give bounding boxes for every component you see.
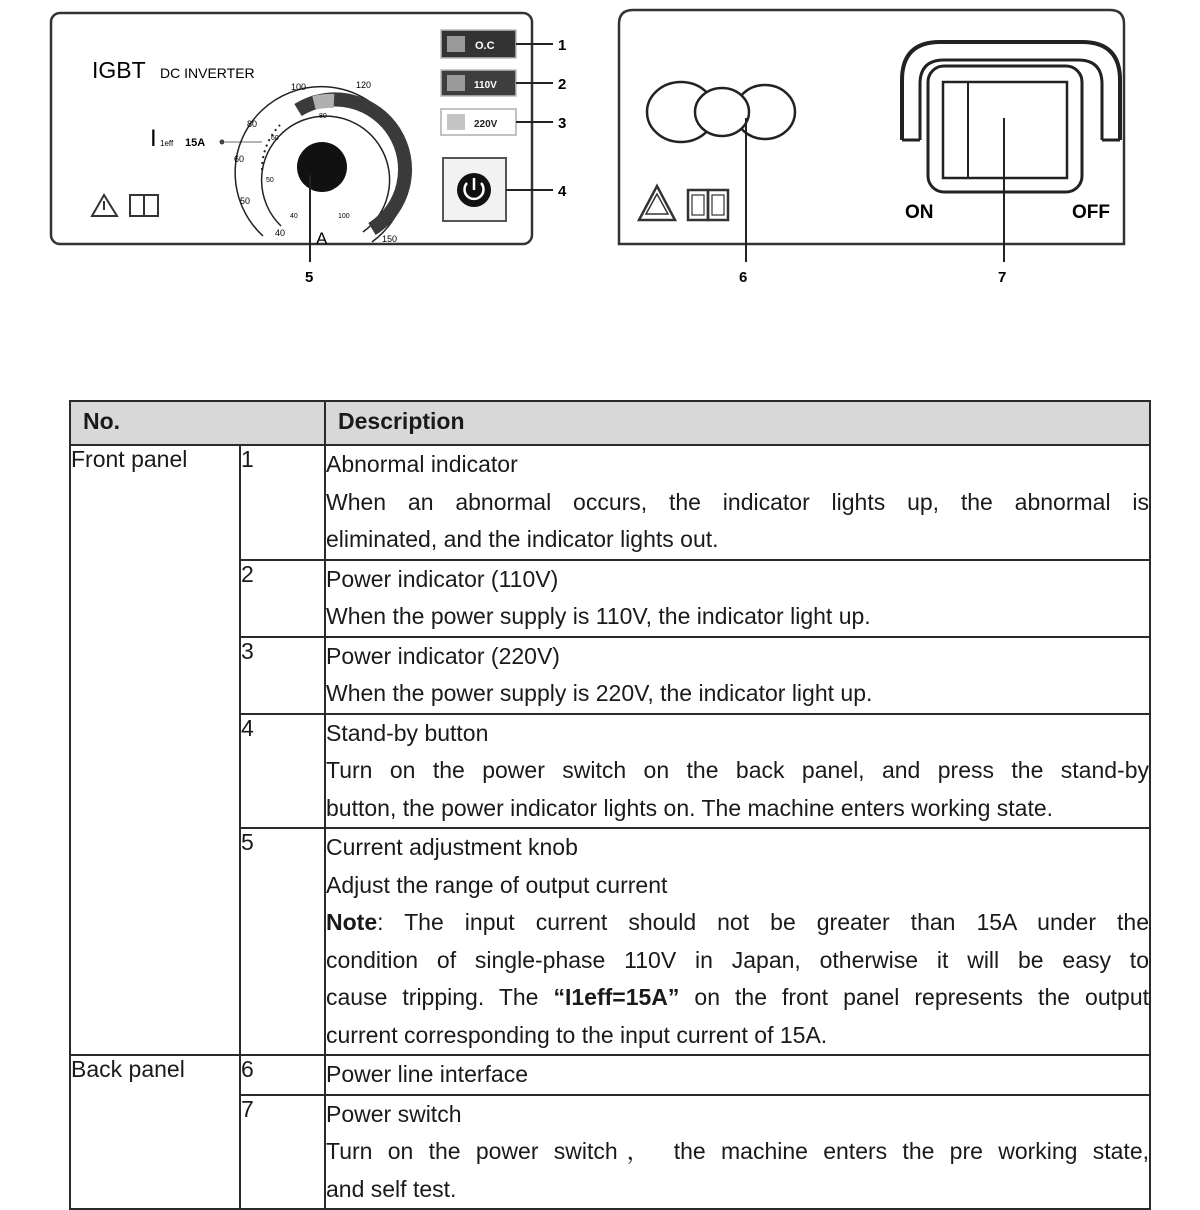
row-text: Turn on the power switch on the back panel, and press the stand-by: [326, 757, 1149, 783]
callout-3: 3: [558, 115, 567, 132]
row-number: 3: [240, 637, 325, 714]
scale-inner-60: 60: [271, 135, 279, 142]
scale-inner-80: 80: [319, 113, 327, 120]
panel-diagram: [0, 0, 1200, 300]
row-description: [325, 1095, 1150, 1210]
back-panel-drawing: [619, 10, 1124, 286]
scale-outer-50: 50: [240, 196, 251, 206]
group-back-panel: Back panel: [70, 1055, 240, 1209]
row-text: When an abnormal occurs, the indicator lights up, the abnormal is: [326, 488, 1149, 515]
scale-outer-60: 60: [234, 154, 245, 164]
callout-5: 5: [305, 269, 314, 286]
callout-1: 1: [558, 37, 567, 54]
row-title: Current adjustment knob: [326, 834, 578, 860]
note-line: [326, 979, 1149, 1017]
oc-label: O.C: [475, 40, 495, 52]
row-title: Power line interface: [326, 1061, 528, 1087]
table-row: [70, 445, 1150, 560]
scale-outer-100: 100: [291, 82, 307, 92]
row-number: 7: [240, 1095, 325, 1210]
scale-inner-100: 100: [338, 213, 350, 220]
col-no-header: No.: [70, 401, 325, 445]
row-text: Turn on the power switch， the machine enters the pre working state,: [326, 1138, 1149, 1164]
row-number: 2: [240, 560, 325, 637]
row-text: button, the power indicator lights on. The machine enters working state.: [326, 794, 1054, 821]
note-line: current corresponding to the input current of 15A.: [326, 1021, 828, 1048]
row-text: When the power supply is 110V, the indicator light up.: [326, 603, 871, 629]
row-title: Power indicator (110V): [326, 565, 559, 592]
indicator-110v: [441, 70, 516, 96]
note-text: cause tripping. The: [326, 984, 554, 1010]
callout-2: 2: [558, 76, 567, 93]
scale-inner-50: 50: [266, 177, 274, 184]
ieff-subscript: 1eff: [160, 139, 174, 148]
row-title: Power indicator (220V): [326, 642, 560, 669]
row-number: 1: [240, 445, 325, 560]
description-table: [69, 400, 1151, 1210]
row-text: eliminated, and the indicator lights out.: [326, 526, 719, 552]
note-ieff: “I1eff=15A”: [553, 984, 680, 1010]
ieff-dot: [220, 140, 225, 145]
note-label: Note: [326, 909, 378, 935]
callout-4: 4: [558, 183, 567, 200]
standby-button[interactable]: [443, 158, 506, 221]
col-description-header: Description: [325, 401, 1150, 445]
oc-indicator: [441, 30, 516, 58]
current-knob[interactable]: [297, 142, 347, 192]
row-title: Abnormal indicator: [326, 451, 518, 477]
note-text: : The input current should not be greater than 15A under the: [377, 909, 1149, 935]
switch-off-label: OFF: [1072, 202, 1110, 223]
row-description: [325, 1055, 1150, 1095]
row-description: [325, 828, 1150, 1055]
callout-6: 6: [739, 269, 748, 286]
row-number: 4: [240, 714, 325, 829]
group-front-panel: Front panel: [70, 445, 240, 1055]
row-description: [325, 637, 1150, 714]
row-description: [325, 714, 1150, 829]
unit-label: A: [316, 229, 328, 248]
scale-outer-120: 120: [356, 80, 372, 90]
switch-on-label: ON: [905, 202, 934, 223]
note-text: on the front panel represents the output: [679, 984, 1149, 1010]
note-line: [326, 904, 1149, 942]
row-title: Stand-by button: [326, 719, 489, 746]
model-label: DC INVERTER: [160, 65, 255, 81]
row-number: 6: [240, 1055, 325, 1095]
front-panel-drawing: [51, 13, 567, 286]
row-title: Power switch: [326, 1100, 462, 1127]
ieff-label: I: [150, 125, 157, 152]
row-text: and self test.: [326, 1175, 457, 1202]
label-220v: 220V: [474, 119, 498, 130]
row-description: [325, 445, 1150, 560]
scale-outer-80: 80: [247, 119, 258, 129]
scale-outer-40: 40: [275, 228, 286, 238]
note-line: condition of single-phase 110V in Japan, otherwise it will be easy to: [326, 946, 1149, 973]
table-row: [70, 1055, 1150, 1095]
ieff-value: 15A: [185, 137, 206, 149]
row-text: When the power supply is 220V, the indicator light up.: [326, 680, 873, 706]
scale-outer-150: 150: [382, 234, 398, 244]
row-number: 5: [240, 828, 325, 1055]
label-110v: 110V: [474, 80, 497, 91]
indicator-220v: [441, 109, 516, 135]
row-description: [325, 560, 1150, 637]
row-text: Adjust the range of output current: [326, 871, 668, 898]
scale-inner-40: 40: [290, 213, 298, 220]
brand-label: IGBT: [92, 57, 146, 83]
table-header-row: [70, 401, 1150, 445]
callout-7: 7: [998, 269, 1007, 286]
